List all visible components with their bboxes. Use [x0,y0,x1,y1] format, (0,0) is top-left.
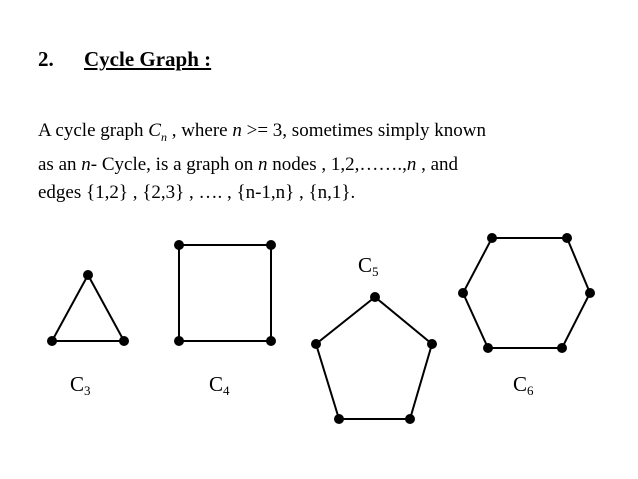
definition-line-1: A cycle graph $C_n$ , where n >= 3, sometimes simply known [38,120,487,144]
graph-c4 [174,240,276,346]
graph-node-2 [119,336,129,346]
cycle-edges [316,297,432,419]
graph-node-2 [427,339,437,349]
graph-node-1 [370,292,380,302]
graph-c6 [458,233,595,353]
section-title: Cycle Graph : [84,47,212,71]
graph-node-4 [557,343,567,353]
graph-node-6 [458,288,468,298]
graph-node-4 [174,336,184,346]
definition-line-2: as an n- Cycle, is a graph on n nodes , 1,2,…….,n , and [38,154,459,176]
cycle-edges [52,275,124,341]
graph-node-2 [266,240,276,250]
section-number: 2. [38,47,54,71]
graph-node-1 [174,240,184,250]
definition-line-3: edges {1,2} , {2,3} , …. , {n-1,n} , {n,1}. [38,181,356,203]
label-c3: $C_3$ [70,372,91,398]
graph-node-3 [585,288,595,298]
label-c6: $C_6$ [513,372,534,398]
cycle-edges [463,238,590,348]
graph-c3 [47,270,129,346]
graph-node-3 [266,336,276,346]
graph-node-1 [83,270,93,280]
cycle-edges [179,245,271,341]
graph-node-3 [47,336,57,346]
label-c4: $C_4$ [209,372,230,398]
graph-c5 [311,292,437,424]
graph-node-5 [483,343,493,353]
graph-node-5 [311,339,321,349]
graph-node-3 [405,414,415,424]
graph-node-2 [562,233,572,243]
graph-node-1 [487,233,497,243]
label-c5: $C_5$ [358,253,379,279]
graph-node-4 [334,414,344,424]
